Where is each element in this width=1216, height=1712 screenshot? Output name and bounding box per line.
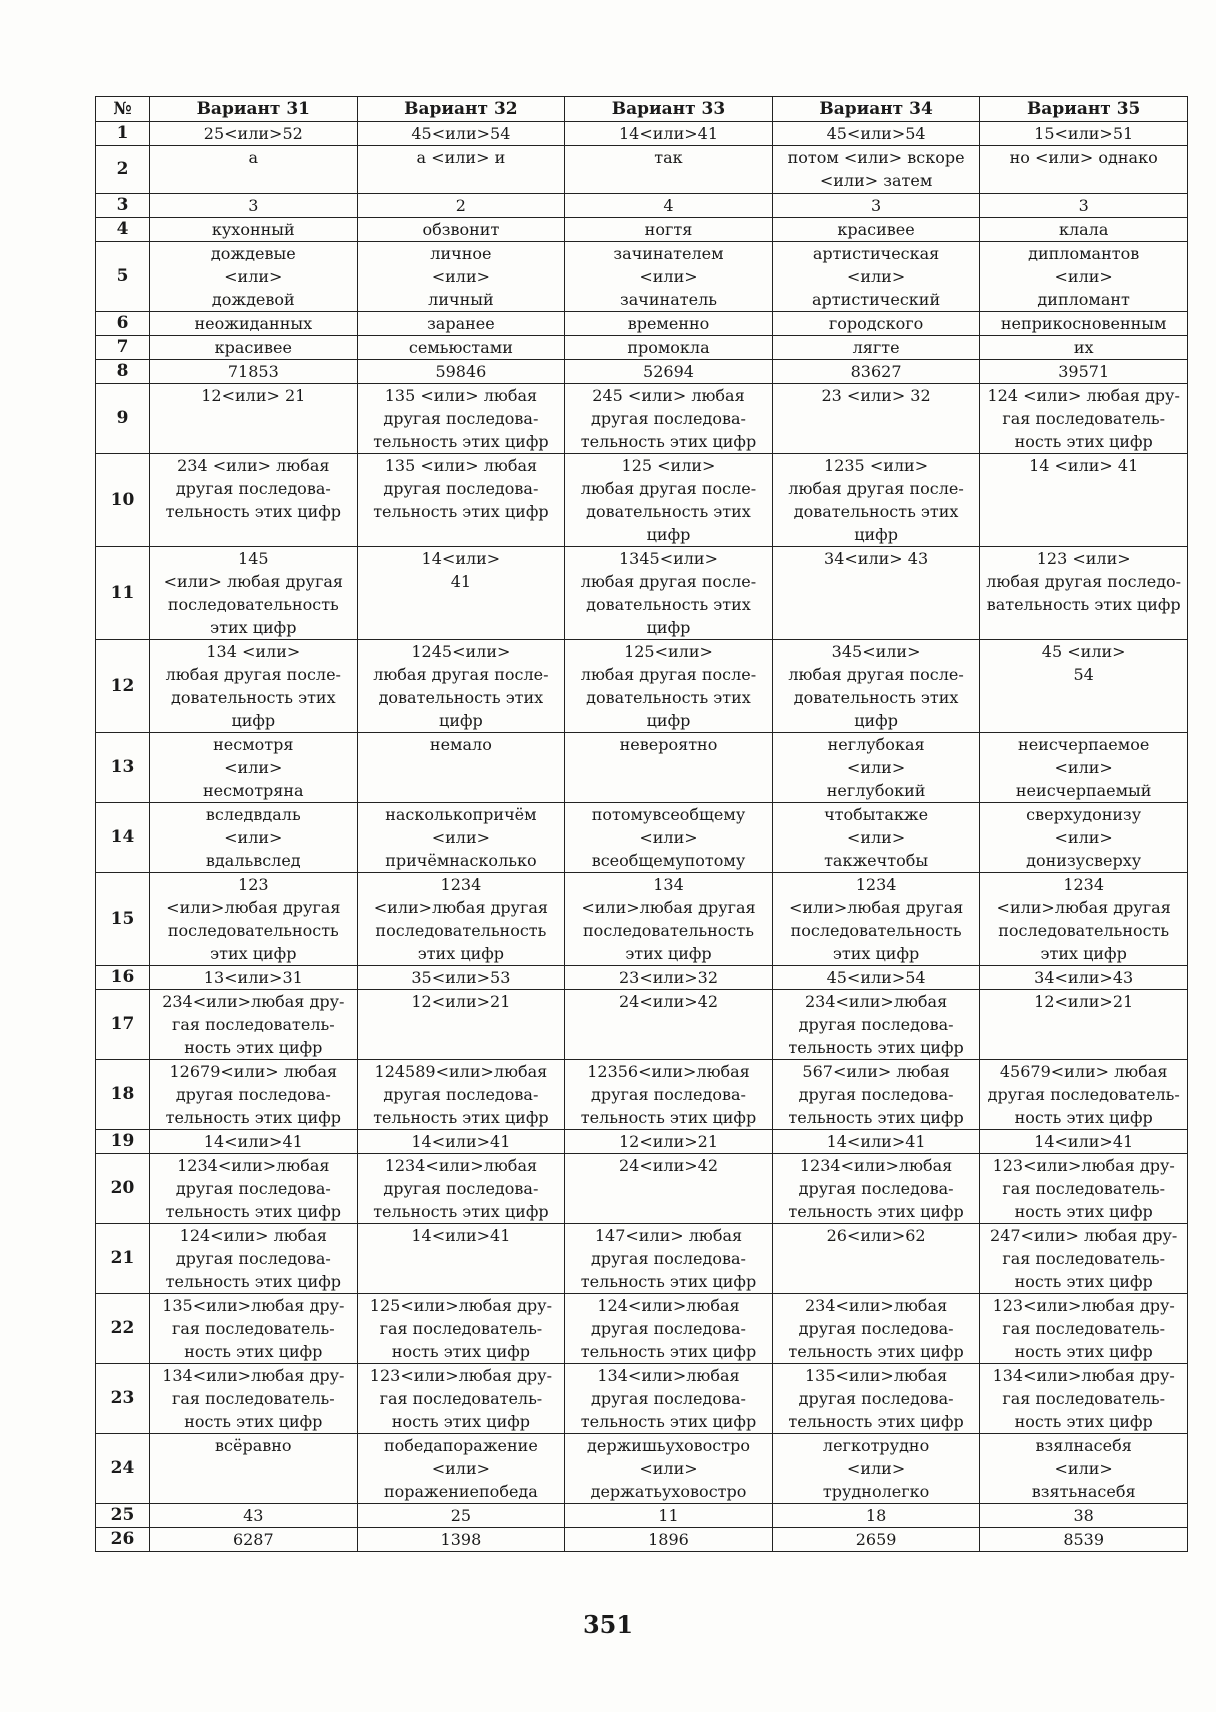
table-row [96,242,1188,312]
answer-cell-variant-31: 71853 [150,360,358,384]
table-row [96,803,1188,873]
table-row [96,1504,1188,1528]
answer-cell-variant-35: неприкосновенным [980,312,1188,336]
answer-cell-variant-35: взялнасебя <или> взятьнасебя [980,1434,1188,1504]
answer-cell-variant-35: но <или> однако [980,146,1188,194]
table-row [96,1224,1188,1294]
answer-cell-variant-34: 34<или> 43 [772,547,980,640]
answer-cell-variant-32: 1398 [357,1528,565,1552]
row-number: 17 [96,990,150,1060]
answer-cell-variant-35: 247<или> любая дру- гая последователь- ность этих цифр [980,1224,1188,1294]
table-row [96,454,1188,547]
answer-cell-variant-35: 124 <или> любая дру- гая последователь- ность этих цифр [980,384,1188,454]
answer-cell-variant-33: временно [565,312,773,336]
answer-cell-variant-34: 1234 <или>любая другая последовательность этих цифр [772,873,980,966]
row-number: 24 [96,1434,150,1504]
row-number: 23 [96,1364,150,1434]
answer-cell-variant-34: 3 [772,194,980,218]
table-row [96,873,1188,966]
answer-cell-variant-33: невероятно [565,733,773,803]
answer-cell-variant-33: зачинателем <или> зачинатель [565,242,773,312]
answer-cell-variant-35: 8539 [980,1528,1188,1552]
answer-cell-variant-33: держишьуховостро <или> держатьуховостро [565,1434,773,1504]
header-row [96,97,1188,122]
answer-cell-variant-31: 13<или>31 [150,966,358,990]
answer-cell-variant-31: несмотря <или> несмотряна [150,733,358,803]
table-row [96,1154,1188,1224]
answer-cell-variant-32: 45<или>54 [357,122,565,146]
answer-cell-variant-32: 14<или>41 [357,1224,565,1294]
answer-cell-variant-32: 1245<или> любая другая после- довательность этих цифр [357,640,565,733]
answer-cell-variant-31: 123 <или>любая другая последовательность этих цифр [150,873,358,966]
table-row [96,312,1188,336]
table-row [96,1364,1188,1434]
answer-cell-variant-31: 6287 [150,1528,358,1552]
answer-cell-variant-32: победапоражение <или> поражениепобеда [357,1434,565,1504]
answer-cell-variant-32: 25 [357,1504,565,1528]
answer-cell-variant-31: 145 <или> любая другая последовательность этих цифр [150,547,358,640]
answer-cell-variant-32: 1234<или>любая другая последова- тельность этих цифр [357,1154,565,1224]
answer-cell-variant-34: 234<или>любая другая последова- тельность этих цифр [772,1294,980,1364]
table-row [96,1294,1188,1364]
row-number: 21 [96,1224,150,1294]
answer-cell-variant-31: 134 <или> любая другая после- довательность этих цифр [150,640,358,733]
answer-cell-variant-33: 125 <или> любая другая после- довательность этих цифр [565,454,773,547]
row-number: 22 [96,1294,150,1364]
table-row [96,966,1188,990]
answer-cell-variant-34: 26<или>62 [772,1224,980,1294]
answer-cell-variant-33: 23<или>32 [565,966,773,990]
table-row [96,990,1188,1060]
row-number: 25 [96,1504,150,1528]
answer-cell-variant-32: насколькопричём <или> причёмнасколько [357,803,565,873]
answers-table [95,96,1188,1552]
answer-cell-variant-31: всёравно [150,1434,358,1504]
answer-cell-variant-34: 14<или>41 [772,1130,980,1154]
answer-cell-variant-35: клала [980,218,1188,242]
answer-cell-variant-32: семьюстами [357,336,565,360]
table-body [96,122,1188,1552]
answer-cell-variant-33: 124<или>любая другая последова- тельность этих цифр [565,1294,773,1364]
answer-cell-variant-34: 135<или>любая другая последова- тельность этих цифр [772,1364,980,1434]
table-row [96,360,1188,384]
answer-cell-variant-34: 567<или> любая другая последова- тельность этих цифр [772,1060,980,1130]
answer-cell-variant-35: 3 [980,194,1188,218]
answer-cell-variant-34: 1235 <или> любая другая после- довательность этих цифр [772,454,980,547]
row-number: 13 [96,733,150,803]
answer-cell-variant-33: 245 <или> любая другая последова- тельность этих цифр [565,384,773,454]
answer-cell-variant-33: 12<или>21 [565,1130,773,1154]
table-row [96,122,1188,146]
table-row [96,1434,1188,1504]
answer-cell-variant-32: 1234 <или>любая другая последовательность этих цифр [357,873,565,966]
answer-cell-variant-33: 1896 [565,1528,773,1552]
row-number: 20 [96,1154,150,1224]
answer-cell-variant-32: 124589<или>любая другая последова- тельность этих цифр [357,1060,565,1130]
answer-cell-variant-35: 38 [980,1504,1188,1528]
answer-cell-variant-33: 11 [565,1504,773,1528]
answer-cell-variant-32: а <или> и [357,146,565,194]
answer-cell-variant-32: 14<или>41 [357,1130,565,1154]
answer-cell-variant-34: потом <или> вскоре <или> затем [772,146,980,194]
answer-cell-variant-34: 234<или>любая другая последова- тельность этих цифр [772,990,980,1060]
answer-cell-variant-35: 123<или>любая дру- гая последователь- ность этих цифр [980,1294,1188,1364]
answer-cell-variant-35: 1234 <или>любая другая последовательность этих цифр [980,873,1188,966]
answer-cell-variant-35: их [980,336,1188,360]
answer-cell-variant-34: городского [772,312,980,336]
answer-cell-variant-32: обзвонит [357,218,565,242]
row-number: 12 [96,640,150,733]
answer-cell-variant-33: ногтя [565,218,773,242]
table-row [96,384,1188,454]
table-row [96,640,1188,733]
answer-cell-variant-31: неожиданных [150,312,358,336]
answer-cell-variant-33: 24<или>42 [565,990,773,1060]
answer-cell-variant-34: 345<или> любая другая после- довательность этих цифр [772,640,980,733]
row-number: 18 [96,1060,150,1130]
answer-cell-variant-31: 234<или>любая дру- гая последователь- ность этих цифр [150,990,358,1060]
answer-cell-variant-33: 125<или> любая другая после- довательность этих цифр [565,640,773,733]
answer-cell-variant-35: сверхудонизу <или> донизусверху [980,803,1188,873]
answer-cell-variant-32: 135 <или> любая другая последова- тельность этих цифр [357,454,565,547]
table-row [96,146,1188,194]
answer-cell-variant-34: 23 <или> 32 [772,384,980,454]
answer-cell-variant-32: немало [357,733,565,803]
answer-cell-variant-34: 83627 [772,360,980,384]
answer-cell-variant-31: 3 [150,194,358,218]
answer-cell-variant-33: 14<или>41 [565,122,773,146]
answer-cell-variant-34: лягте [772,336,980,360]
answer-cell-variant-35: дипломантов <или> дипломант [980,242,1188,312]
answer-cell-variant-32: 2 [357,194,565,218]
table-row [96,1528,1188,1552]
answer-cell-variant-34: красивее [772,218,980,242]
answer-cell-variant-35: 12<или>21 [980,990,1188,1060]
answer-cell-variant-34: 2659 [772,1528,980,1552]
page-number: 351 [582,1610,634,1639]
answer-cell-variant-33: 134 <или>любая другая последовательность этих цифр [565,873,773,966]
answer-cell-variant-32: 12<или>21 [357,990,565,1060]
answer-cell-variant-31: а [150,146,358,194]
answer-cell-variant-33: 12356<или>любая другая последова- тельность этих цифр [565,1060,773,1130]
header-variant-31: Вариант 31 [150,97,358,122]
row-number: 8 [96,360,150,384]
answer-cell-variant-32: 135 <или> любая другая последова- тельность этих цифр [357,384,565,454]
answer-cell-variant-33: промокла [565,336,773,360]
answer-cell-variant-33: 52694 [565,360,773,384]
answer-cell-variant-34: 18 [772,1504,980,1528]
answer-cell-variant-32: 123<или>любая дру- гая последователь- ность этих цифр [357,1364,565,1434]
answer-cell-variant-32: 35<или>53 [357,966,565,990]
row-number: 11 [96,547,150,640]
answer-cell-variant-31: красивее [150,336,358,360]
answer-cell-variant-31: 14<или>41 [150,1130,358,1154]
answer-cell-variant-31: 43 [150,1504,358,1528]
row-number: 16 [96,966,150,990]
answer-cell-variant-33: 24<или>42 [565,1154,773,1224]
answer-cell-variant-31: 135<или>любая дру- гая последователь- ность этих цифр [150,1294,358,1364]
answer-cell-variant-32: 14<или> 41 [357,547,565,640]
answer-cell-variant-32: 59846 [357,360,565,384]
header-variant-32: Вариант 32 [357,97,565,122]
answer-cell-variant-35: 39571 [980,360,1188,384]
answer-cell-variant-31: вследвдаль <или> вдальвслед [150,803,358,873]
table-row [96,218,1188,242]
answer-cell-variant-35: 45 <или> 54 [980,640,1188,733]
header-variant-35: Вариант 35 [980,97,1188,122]
answer-cell-variant-34: артистическая <или> артистический [772,242,980,312]
answer-cell-variant-31: 25<или>52 [150,122,358,146]
table-row [96,1060,1188,1130]
row-number: 9 [96,384,150,454]
answer-cell-variant-34: неглубокая <или> неглубокий [772,733,980,803]
answer-cell-variant-34: 1234<или>любая другая последова- тельность этих цифр [772,1154,980,1224]
answer-cell-variant-32: личное <или> личный [357,242,565,312]
answer-cell-variant-31: 1234<или>любая другая последова- тельность этих цифр [150,1154,358,1224]
answer-cell-variant-34: чтобытакже <или> такжечтобы [772,803,980,873]
answer-cell-variant-33: 4 [565,194,773,218]
row-number: 2 [96,146,150,194]
answer-cell-variant-33: 147<или> любая другая последова- тельность этих цифр [565,1224,773,1294]
answer-cell-variant-35: 123<или>любая дру- гая последователь- ность этих цифр [980,1154,1188,1224]
table-row [96,733,1188,803]
answer-cell-variant-33: 1345<или> любая другая после- довательность этих цифр [565,547,773,640]
answer-cell-variant-35: 45679<или> любая другая последователь- ность этих цифр [980,1060,1188,1130]
answer-cell-variant-32: заранее [357,312,565,336]
answer-cell-variant-31: 12<или> 21 [150,384,358,454]
answer-cell-variant-31: 234 <или> любая другая последова- тельность этих цифр [150,454,358,547]
row-number: 10 [96,454,150,547]
row-number: 1 [96,122,150,146]
answer-cell-variant-33: потомувсеобщему <или> всеобщемупотому [565,803,773,873]
row-number: 19 [96,1130,150,1154]
header-variant-34: Вариант 34 [772,97,980,122]
table-row [96,1130,1188,1154]
answer-cell-variant-33: так [565,146,773,194]
answer-cell-variant-31: 124<или> любая другая последова- тельность этих цифр [150,1224,358,1294]
answer-cell-variant-35: 34<или>43 [980,966,1188,990]
table-row [96,336,1188,360]
row-number: 6 [96,312,150,336]
row-number: 15 [96,873,150,966]
answer-cell-variant-35: 14 <или> 41 [980,454,1188,547]
answer-cell-variant-34: 45<или>54 [772,966,980,990]
answer-cell-variant-31: кухонный [150,218,358,242]
table-row [96,547,1188,640]
answer-cell-variant-31: дождевые <или> дождевой [150,242,358,312]
answer-cell-variant-32: 125<или>любая дру- гая последователь- ность этих цифр [357,1294,565,1364]
answer-cell-variant-35: 14<или>41 [980,1130,1188,1154]
answer-cell-variant-35: 15<или>51 [980,122,1188,146]
answer-cell-variant-34: 45<или>54 [772,122,980,146]
answer-cell-variant-35: 134<или>любая дру- гая последователь- ность этих цифр [980,1364,1188,1434]
row-number: 7 [96,336,150,360]
row-number: 3 [96,194,150,218]
row-number: 26 [96,1528,150,1552]
answer-cell-variant-31: 134<или>любая дру- гая последователь- ность этих цифр [150,1364,358,1434]
row-number: 5 [96,242,150,312]
answer-cell-variant-35: неисчерпаемое <или> неисчерпаемый [980,733,1188,803]
header-variant-33: Вариант 33 [565,97,773,122]
answer-cell-variant-34: легкотрудно <или> труднолегко [772,1434,980,1504]
row-number: 4 [96,218,150,242]
row-number: 14 [96,803,150,873]
header-number: № [96,97,150,122]
answer-cell-variant-35: 123 <или> любая другая последо- вательность этих цифр [980,547,1188,640]
table-row [96,194,1188,218]
answer-cell-variant-31: 12679<или> любая другая последова- тельность этих цифр [150,1060,358,1130]
answer-cell-variant-33: 134<или>любая другая последова- тельность этих цифр [565,1364,773,1434]
